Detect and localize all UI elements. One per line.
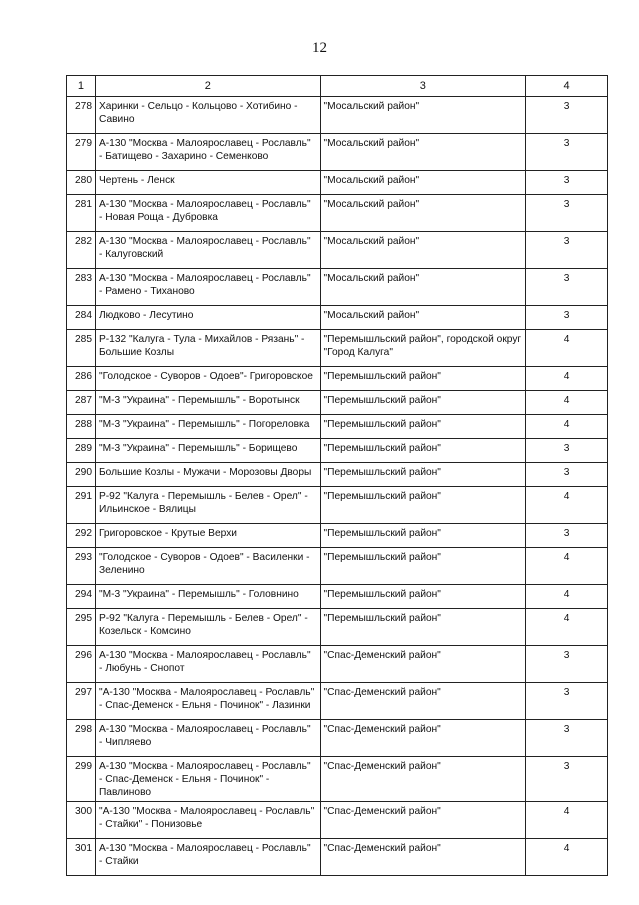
row-number-cell: 300 xyxy=(67,802,96,839)
row-number-cell: 278 xyxy=(67,97,96,134)
row-number-cell: 294 xyxy=(67,585,96,609)
table-row xyxy=(67,439,608,463)
road-name-cell: А-130 "Москва - Малоярославец - Рославль" - Спас-Деменск - Ельня - Починок" - Павлиново xyxy=(95,757,320,802)
table-row xyxy=(67,195,608,232)
table-row xyxy=(67,306,608,330)
table-row xyxy=(67,134,608,171)
row-number-cell: 293 xyxy=(67,548,96,585)
municipality-cell: "Перемышльский район", городской округ "Город Калуга" xyxy=(320,330,526,367)
category-cell: 3 xyxy=(526,439,608,463)
category-cell: 3 xyxy=(526,269,608,306)
municipality-cell: "Мосальский район" xyxy=(320,171,526,195)
row-number-cell: 297 xyxy=(67,683,96,720)
row-number-cell: 295 xyxy=(67,609,96,646)
road-name-cell: Григоровское - Крутые Верхи xyxy=(95,524,320,548)
municipality-cell: "Перемышльский район" xyxy=(320,415,526,439)
municipality-cell: "Спас-Деменский район" xyxy=(320,646,526,683)
row-number-cell: 288 xyxy=(67,415,96,439)
page-number: 12 xyxy=(312,40,327,56)
category-cell: 4 xyxy=(526,609,608,646)
row-number-cell: 282 xyxy=(67,232,96,269)
table-row xyxy=(67,683,608,720)
road-name-cell: Р-132 "Калуга - Тула - Михайлов - Рязань" - Большие Козлы xyxy=(95,330,320,367)
column-header-area: 3 xyxy=(320,76,526,97)
table-row xyxy=(67,269,608,306)
road-name-cell: Р-92 "Калуга - Перемышль - Белев - Орел" - Козельск - Комсино xyxy=(95,609,320,646)
road-name-cell: А-130 "Москва - Малоярославец - Рославль" - Рамено - Тиханово xyxy=(95,269,320,306)
table-row xyxy=(67,330,608,367)
category-cell: 3 xyxy=(526,306,608,330)
municipality-cell: "Мосальский район" xyxy=(320,232,526,269)
municipality-cell: "Мосальский район" xyxy=(320,269,526,306)
category-cell: 4 xyxy=(526,548,608,585)
row-number-cell: 301 xyxy=(67,839,96,876)
row-number-cell: 299 xyxy=(67,757,96,802)
row-number-cell: 279 xyxy=(67,134,96,171)
row-number-cell: 296 xyxy=(67,646,96,683)
category-cell: 3 xyxy=(526,720,608,757)
category-cell: 3 xyxy=(526,463,608,487)
row-number-cell: 291 xyxy=(67,487,96,524)
road-name-cell: "М-3 "Украина" - Перемышль" - Погореловка xyxy=(95,415,320,439)
municipality-cell: "Перемышльский район" xyxy=(320,391,526,415)
municipality-cell: "Мосальский район" xyxy=(320,134,526,171)
row-number-cell: 290 xyxy=(67,463,96,487)
road-name-cell: "Голодское - Суворов - Одоев"- Григоровское xyxy=(95,367,320,391)
municipality-cell: "Спас-Деменский район" xyxy=(320,802,526,839)
road-name-cell: Харинки - Сельцо - Кольцово - Хотибино - Савино xyxy=(95,97,320,134)
road-name-cell: Людково - Лесутино xyxy=(95,306,320,330)
road-name-cell: "М-3 "Украина" - Перемышль" - Головнино xyxy=(95,585,320,609)
row-number-cell: 285 xyxy=(67,330,96,367)
category-cell: 4 xyxy=(526,367,608,391)
municipality-cell: "Перемышльский район" xyxy=(320,463,526,487)
road-name-cell: "А-130 "Москва - Малоярославец - Рославль" - Спас-Деменск - Ельня - Починок" - Лазинки xyxy=(95,683,320,720)
table-row xyxy=(67,646,608,683)
row-number-cell: 286 xyxy=(67,367,96,391)
category-cell: 3 xyxy=(526,134,608,171)
municipality-cell: "Мосальский район" xyxy=(320,195,526,232)
road-name-cell: А-130 "Москва - Малоярославец - Рославль" - Новая Роща - Дубровка xyxy=(95,195,320,232)
category-cell: 3 xyxy=(526,97,608,134)
category-cell: 3 xyxy=(526,683,608,720)
category-cell: 3 xyxy=(526,524,608,548)
category-cell: 3 xyxy=(526,646,608,683)
table-row xyxy=(67,609,608,646)
table-row xyxy=(67,171,608,195)
municipality-cell: "Перемышльский район" xyxy=(320,367,526,391)
row-number-cell: 287 xyxy=(67,391,96,415)
table-row xyxy=(67,232,608,269)
road-name-cell: "Голодское - Суворов - Одоев" - Василенки - Зеленино xyxy=(95,548,320,585)
road-name-cell: А-130 "Москва - Малоярославец - Рославль" - Стайки xyxy=(95,839,320,876)
table-row xyxy=(67,487,608,524)
row-number-cell: 283 xyxy=(67,269,96,306)
row-number-cell: 284 xyxy=(67,306,96,330)
category-cell: 3 xyxy=(526,232,608,269)
road-name-cell: А-130 "Москва - Малоярославец - Рославль" - Калуговский xyxy=(95,232,320,269)
table-row xyxy=(67,548,608,585)
category-cell: 4 xyxy=(526,839,608,876)
category-cell: 3 xyxy=(526,757,608,802)
table-body xyxy=(67,97,608,876)
row-number-cell: 292 xyxy=(67,524,96,548)
municipality-cell: "Перемышльский район" xyxy=(320,439,526,463)
roads-table xyxy=(66,75,608,876)
road-name-cell: "А-130 "Москва - Малоярославец - Рославль" - Стайки" - Понизовье xyxy=(95,802,320,839)
table-row xyxy=(67,757,608,802)
table-row xyxy=(67,585,608,609)
road-name-cell: А-130 "Москва - Малоярославец - Рославль" - Любунь - Снопот xyxy=(95,646,320,683)
municipality-cell: "Спас-Деменский район" xyxy=(320,757,526,802)
table-row xyxy=(67,415,608,439)
road-name-cell: Большие Козлы - Мужачи - Морозовы Дворы xyxy=(95,463,320,487)
municipality-cell: "Спас-Деменский район" xyxy=(320,720,526,757)
road-name-cell: "М-3 "Украина" - Перемышль" - Борищево xyxy=(95,439,320,463)
table-row xyxy=(67,463,608,487)
municipality-cell: "Мосальский район" xyxy=(320,97,526,134)
table-header-row xyxy=(67,76,608,97)
road-name-cell: Р-92 "Калуга - Перемышль - Белев - Орел" - Ильинское - Вялицы xyxy=(95,487,320,524)
column-header-road: 2 xyxy=(95,76,320,97)
category-cell: 4 xyxy=(526,585,608,609)
table-row xyxy=(67,839,608,876)
table-row xyxy=(67,367,608,391)
table-row xyxy=(67,802,608,839)
category-cell: 3 xyxy=(526,171,608,195)
table-row xyxy=(67,97,608,134)
municipality-cell: "Перемышльский район" xyxy=(320,609,526,646)
municipality-cell: "Перемышльский район" xyxy=(320,548,526,585)
category-cell: 4 xyxy=(526,487,608,524)
table-row xyxy=(67,391,608,415)
road-name-cell: А-130 "Москва - Малоярославец - Рославль" - Батищево - Захарино - Семенково xyxy=(95,134,320,171)
municipality-cell: "Мосальский район" xyxy=(320,306,526,330)
table-row xyxy=(67,524,608,548)
road-name-cell: А-130 "Москва - Малоярославец - Рославль" - Чипляево xyxy=(95,720,320,757)
municipality-cell: "Перемышльский район" xyxy=(320,585,526,609)
road-name-cell: Чертень - Ленск xyxy=(95,171,320,195)
category-cell: 4 xyxy=(526,415,608,439)
table-row xyxy=(67,720,608,757)
municipality-cell: "Спас-Деменский район" xyxy=(320,839,526,876)
municipality-cell: "Перемышльский район" xyxy=(320,487,526,524)
category-cell: 4 xyxy=(526,391,608,415)
column-header-category: 4 xyxy=(526,76,608,97)
municipality-cell: "Перемышльский район" xyxy=(320,524,526,548)
column-header-number: 1 xyxy=(67,76,96,97)
row-number-cell: 280 xyxy=(67,171,96,195)
category-cell: 4 xyxy=(526,330,608,367)
category-cell: 4 xyxy=(526,802,608,839)
municipality-cell: "Спас-Деменский район" xyxy=(320,683,526,720)
category-cell: 3 xyxy=(526,195,608,232)
row-number-cell: 298 xyxy=(67,720,96,757)
row-number-cell: 281 xyxy=(67,195,96,232)
road-name-cell: "М-3 "Украина" - Перемышль" - Воротынск xyxy=(95,391,320,415)
row-number-cell: 289 xyxy=(67,439,96,463)
